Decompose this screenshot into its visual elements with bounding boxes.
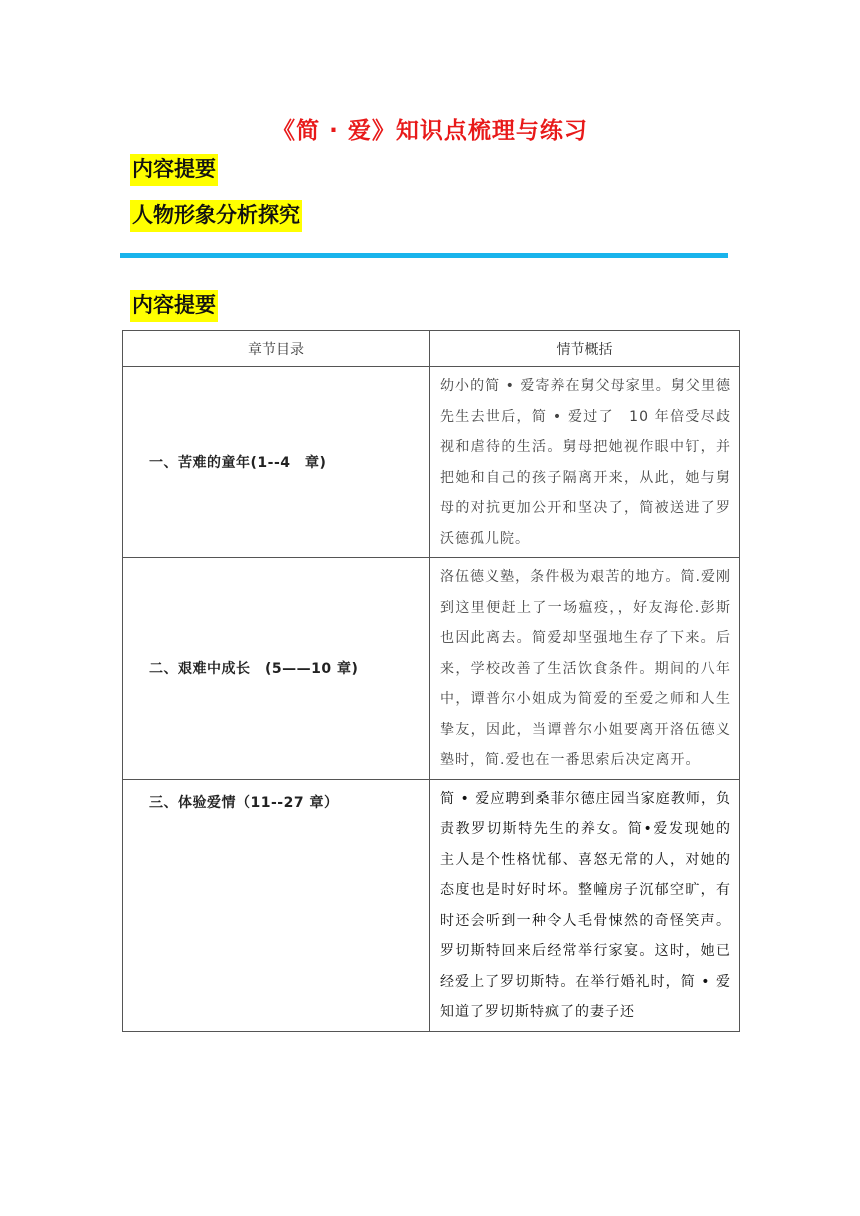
chapter-summary-table (122, 330, 740, 1032)
summary-cell: 洛伍德义塾，条件极为艰苦的地方。简.爱刚到这里便赶上了一场瘟疫，，好友海伦.彭斯也因此离去。简爱却坚强地生存了下来。后来，学校改善了生活饮食条件。期间的八年中，谭普尔小姐成为简爱的至爱之师和人生挚友，因此，当谭普尔小姐要离开洛伍德义塾时，简.爱也在一番思索后决定离开。 (430, 558, 740, 780)
header-plot-summary: 情节概括 (430, 331, 740, 367)
table-row (123, 558, 740, 780)
chapter-cell: 三、体验爱情（11--27 章） (123, 779, 430, 1031)
section-divider (120, 253, 728, 258)
summary-cell: 简 • 爱应聘到桑菲尔德庄园当家庭教师，负责教罗切斯特先生的养女。简•爱发现她的主人是个性格忧郁、喜怒无常的人，对她的态度也是时好时坏。整幢房子沉郁空旷，有时还会听到一种令人毛骨悚然的奇怪笑声。罗切斯特回来后经常举行家宴。这时，她已经爱上了罗切斯特。在举行婚礼时，简 • 爱知道了罗切斯特疯了的妻子还 (430, 779, 740, 1031)
section-heading-summary: 内容提要 (130, 290, 218, 322)
table-row (123, 779, 740, 1031)
table-row (123, 367, 740, 558)
header-chapter: 章节目录 (123, 331, 430, 367)
toc-link-character-analysis[interactable]: 人物形象分析探究 (130, 200, 302, 232)
chapter-cell: 二、艰难中成长 (5——10 章) (123, 558, 430, 780)
document-title: 《简 · 爱》知识点梳理与练习 (272, 118, 588, 144)
toc-link-summary[interactable]: 内容提要 (130, 154, 218, 186)
chapter-cell: 一、苦难的童年(1--4 章) (123, 367, 430, 558)
summary-cell: 幼小的简 • 爱寄养在舅父母家里。舅父里德先生去世后，简 • 爱过了 10 年倍受尽歧视和虐待的生活。舅母把她视作眼中钉，并把她和自己的孩子隔离开来，从此，她与舅母的对抗更加公开和坚决了，简被送进了罗沃德孤儿院。 (430, 367, 740, 558)
table-header-row (123, 331, 740, 367)
